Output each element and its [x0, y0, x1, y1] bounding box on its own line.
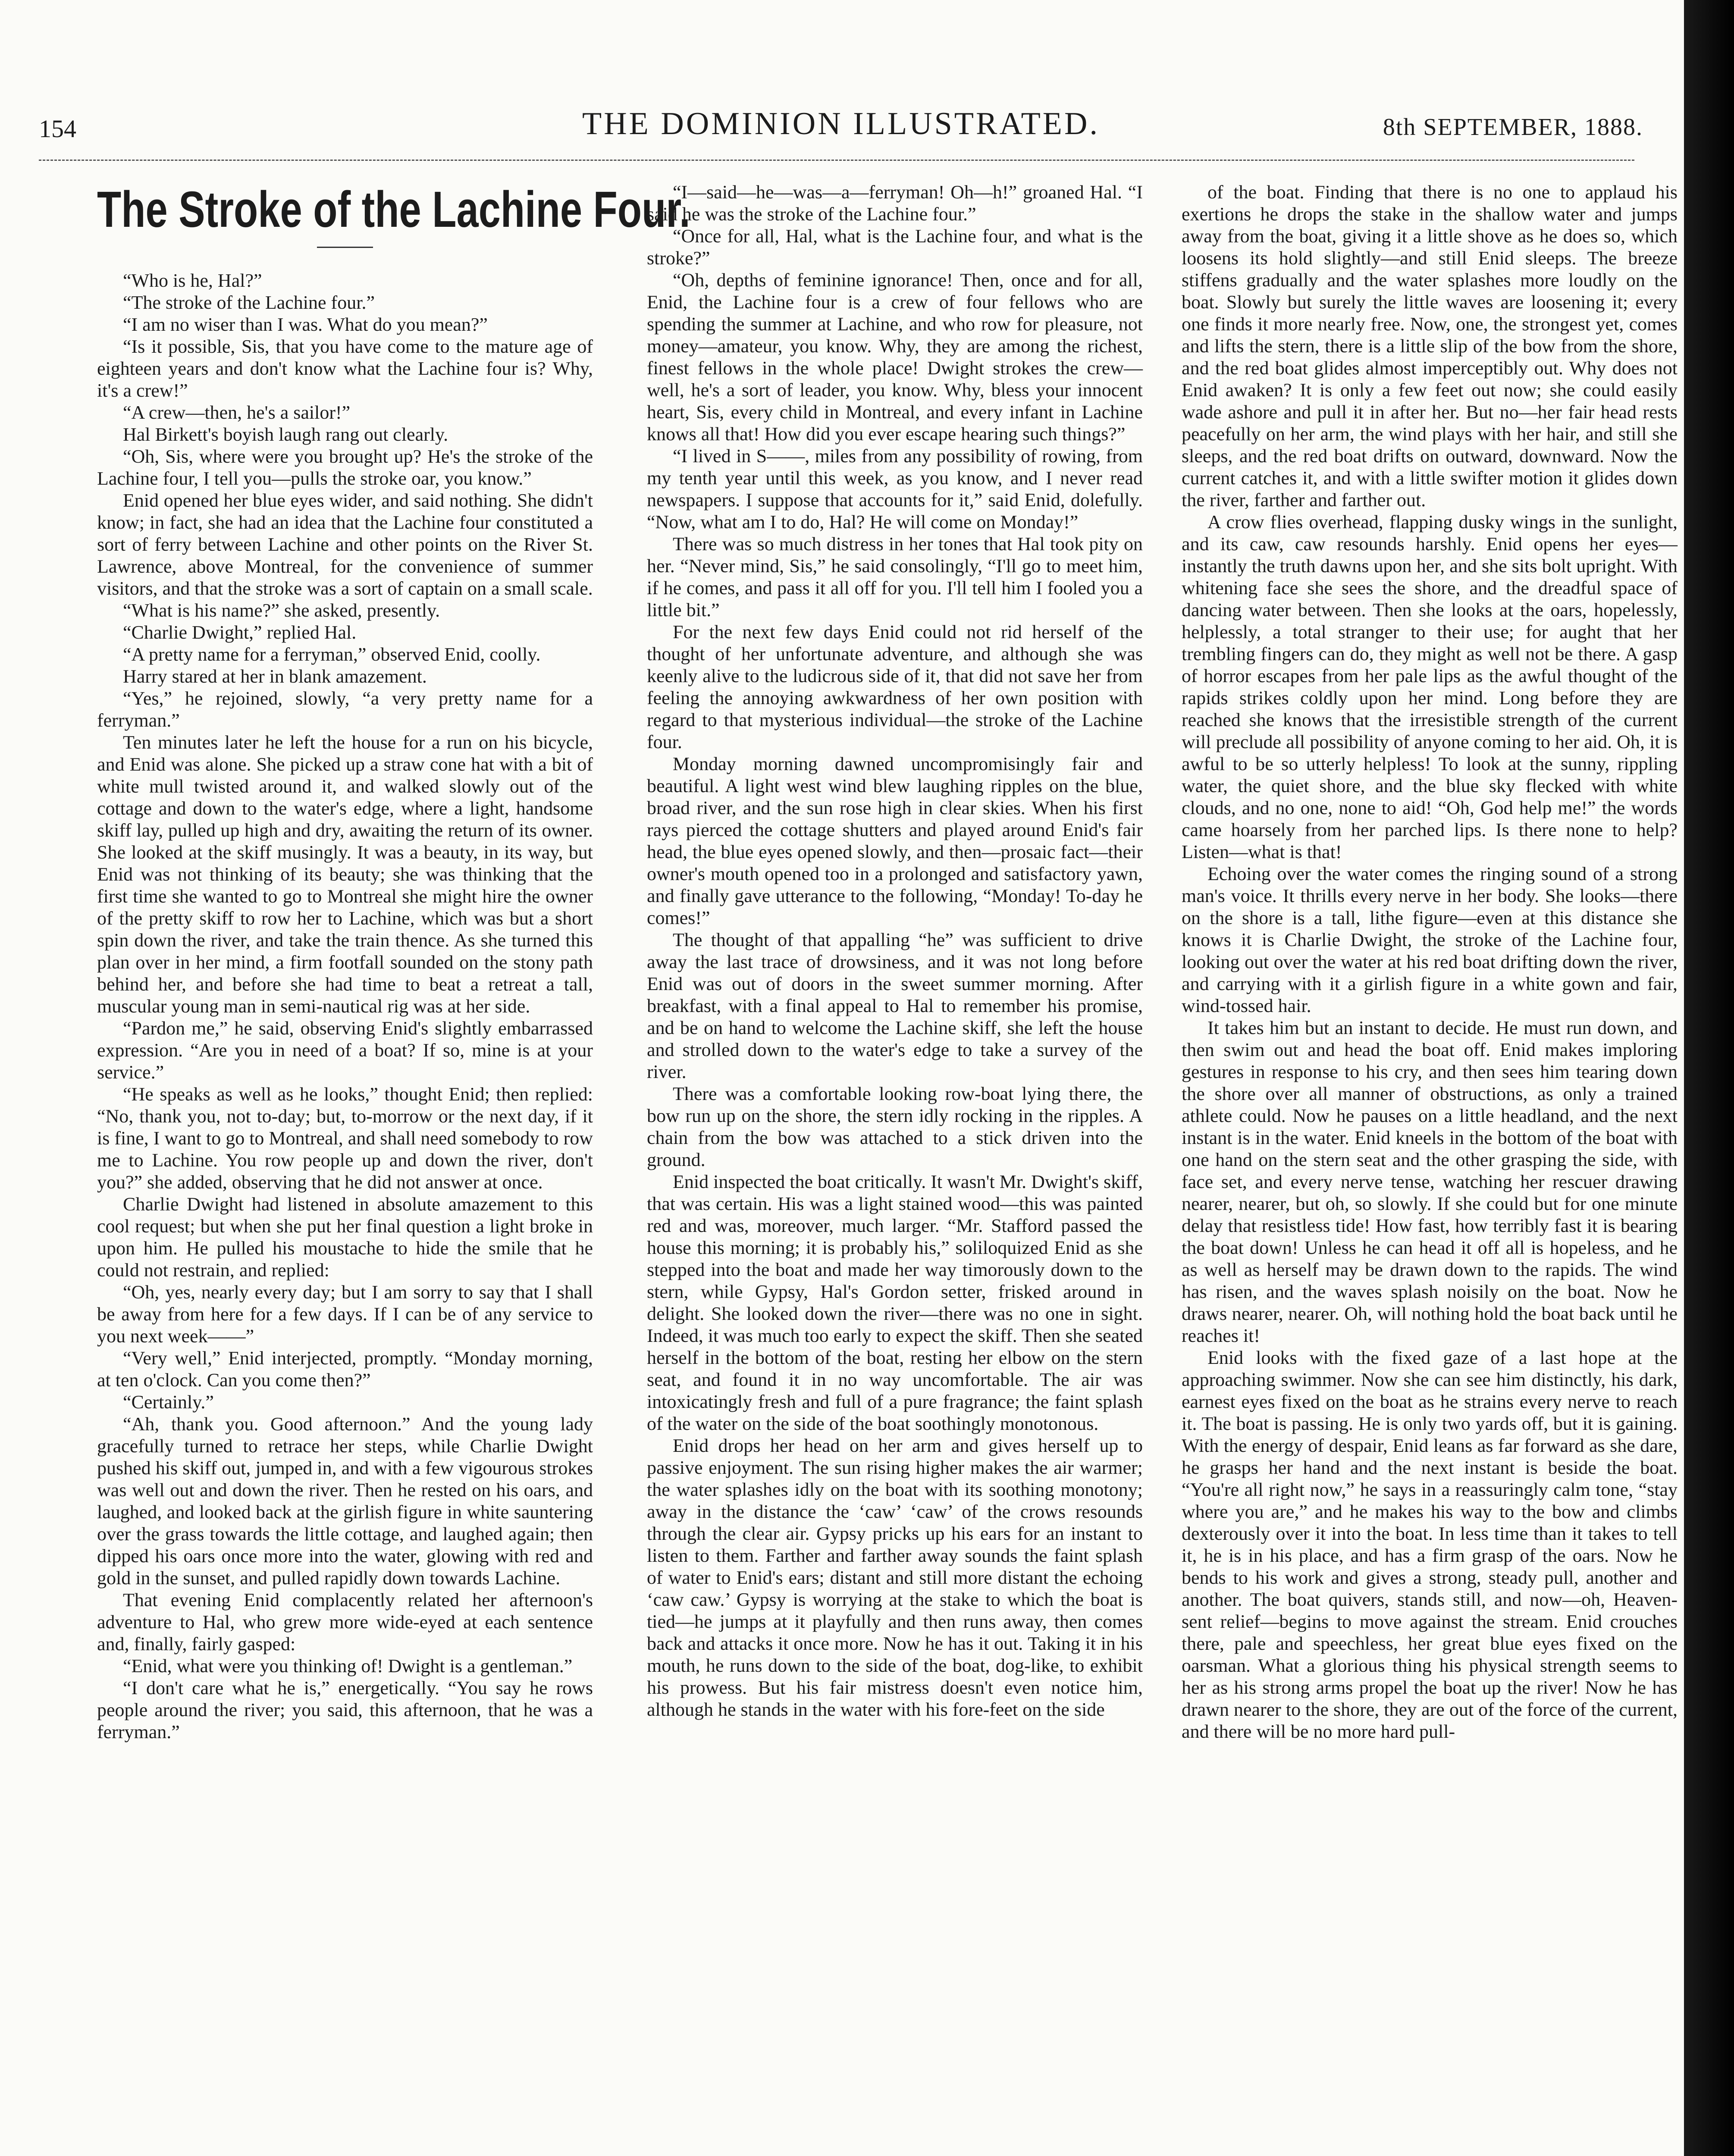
paragraph: “Pardon me,” he said, observing Enid's slightly embarrassed expression. “Are you in need of a boat? If so, mine is at your service.” [97, 1018, 593, 1083]
column-3-body [1182, 181, 1678, 1742]
paragraph: Enid opened her blue eyes wider, and said nothing. She didn't know; in fact, she had an idea that the Lachine four constituted a sort of ferry between Lachine and other points on the River St. Lawrence, above Montreal, for the convenience of summer visitors, and that the stroke was a sort of captain on a small scale. [97, 490, 593, 599]
paragraph: “Oh, yes, nearly every day; but I am sorry to say that I shall be away from here for a few days. If I can be of any service to you next week——” [97, 1282, 593, 1347]
paragraph: “He speaks as well as he looks,” thought Enid; then replied: “No, thank you, not to-day; but, to-morrow or the next day, if it is fine, I want to go to Montreal, and shall need somebody to row me to Lachine. You row people up and down the river, don't you?” she added, observing that he did not answer at once. [97, 1084, 593, 1193]
paragraph: “Charlie Dwight,” replied Hal. [123, 622, 357, 643]
paragraph: It takes him but an instant to decide. He must run down, and then swim out and head the boat off. Enid makes imploring gestures in response to his cry, and then sees him tearing down the shore over all manner of obstructions, as only a trained athlete could. Now he pauses on a little headland, and the next instant is in the water. Enid kneels in the bottom of the boat with one hand on the stern seat and the other grasping the side, with face set, and every nerve tense, watching her rescuer drawing nearer, nearer, but oh, so slowly. If she could but for one minute delay that resistless tide! How fast, how terribly fast it is bearing the boat down! Unless he can head it off all is hopeless, and he as well as herself may be drawn down to the rapids. The wind has risen, and the waves splash noisily on the boat. Now he draws nearer, nearer. Oh, will nothing hold the boat back until he reaches it! [1182, 1017, 1678, 1346]
paragraph: “I don't care what he is,” energetically. “You say he rows people around the river; you said, this afternoon, that he was a ferryman.” [97, 1677, 593, 1742]
paragraph: “Is it possible, Sis, that you have come to the mature age of eighteen years and don't know what the Lachine four is? Why, it's a crew!” [97, 336, 593, 401]
paragraph: For the next few days Enid could not rid herself of the thought of her unfortunate adventure, and although she was keenly alive to the ludicrous side of it, that did not save her from feeling the annoying awkwardness of her own position with regard to that mysterious individual—the stroke of the Lachine four. [647, 621, 1143, 752]
paragraph: Enid looks with the fixed gaze of a last hope at the approaching swimmer. Now she can see him distinctly, his dark, earnest eyes fixed on the boat as he strains every nerve to reach it. The boat is passing. He is only two yards off, but it is gaining. With the energy of despair, Enid leans as far forward as she dare, he grasps her hand and the next instant is beside the boat. “You're all right now,” he says in a reassuringly calm tone, “stay where you are,” and he makes his way to the bow and climbs dexterously over it into the boat. In less time than it takes to tell it, he is in his place, and has a firm grasp of the oars. Now he bends to his work and gives a strong, steady pull, another and another. The boat quivers, stands still, and now—oh, Heaven-sent relief—begins to move against the stream. Enid crouches there, pale and speechless, her great blue eyes fixed on the oarsman. What a glorious thing his physical strength seems to her as his strong arms propel the boat up the river! Now he has drawn nearer to the shore, they are out of the force of the current, and there will be no more hard pull- [1182, 1347, 1678, 1742]
column-1-body [97, 270, 593, 1743]
paragraph: “Once for all, Hal, what is the Lachine four, and what is the stroke?” [647, 226, 1143, 269]
paragraph: There was a comfortable looking row-boat lying there, the bow run up on the shore, the stern idly rocking in the ripples. A chain from the bow was attached to a stick driven into the ground. [647, 1083, 1143, 1170]
paragraph: “Very well,” Enid interjected, promptly. “Monday morning, at ten o'clock. Can you come then?” [97, 1348, 593, 1391]
paragraph: “Who is he, Hal?” [123, 270, 262, 291]
paragraph: Ten minutes later he left the house for a run on his bicycle, and Enid was alone. She picked up a straw cone hat with a bit of white mull twisted around it, and walked slowly out of the cottage and down to the water's edge, where a light, handsome skiff lay, pulled up high and dry, awaiting the return of its owner. She looked at the skiff musingly. It was a beauty, in its way, but Enid was not thinking of its beauty; she was thinking that the first time she wanted to go to Montreal she might hire the owner of the pretty skiff to row her to Lachine, which was but a short spin down the river, and take the train thence. As she turned this plan over in her mind, a firm footfall sounded on the stony path behind her, and before she had time to beat a retreat a tall, muscular young man in semi-nautical rig was at her side. [97, 732, 593, 1017]
masthead: THE DOMINION ILLUSTRATED. [582, 106, 1100, 141]
paragraph: Hal Birkett's boyish laugh rang out clearly. [123, 424, 448, 445]
page-number: 154 [39, 115, 76, 143]
paragraph: Echoing over the water comes the ringing sound of a strong man's voice. It thrills every nerve in her body. She looks—there on the shore is a tall, lithe figure—even at this distance she knows it is Charlie Dwight, the stroke of the Lachine four, looking out over the water at his red boat drifting down the river, and carrying with it a girlish figure in a white gown and fair, wind-tossed hair. [1182, 863, 1678, 1016]
header-rule [39, 160, 1634, 161]
paragraph: Harry stared at her in blank amazement. [123, 666, 427, 687]
paragraph: “Enid, what were you thinking of! Dwight is a gentleman.” [123, 1655, 573, 1677]
paragraph: “A crew—then, he's a sailor!” [123, 402, 351, 423]
paragraph: “What is his name?” she asked, presently. [123, 600, 440, 621]
article-column-2 [647, 181, 1143, 1720]
paragraph: “I am no wiser than I was. What do you mean?” [123, 314, 488, 335]
issue-date: 8th SEPTEMBER, 1888. [1383, 114, 1643, 141]
paragraph: “Oh, Sis, where were you brought up? He's the stroke of the Lachine four, I tell you—pulls the stroke oar, you know.” [97, 446, 593, 489]
article-column-1 [97, 181, 690, 1743]
paragraph: Monday morning dawned uncompromisingly fair and beautiful. A light west wind blew laughing ripples on the blue, broad river, and the sun rose high in clear skies. When his first rays pierced the cottage shutters and played around Enid's fair head, the blue eyes opened slowly, and then—prosaic fact—their owner's mouth opened too in a prolonged and satisfactory yawn, and finally gave utterance to the following, “Monday! To-day he comes!” [647, 753, 1143, 928]
paragraph: of the boat. Finding that there is no one to applaud his exertions he drops the stake in the shallow water and jumps away from the boat, giving it a little shove as he does so, which loosens its hold slightly—and still Enid sleeps. The breeze stiffens gradually and the water splashes more loudly on the boat. Slowly but surely the little waves are loosening it; every one finds it more nearly free. Now, one, the strongest yet, comes and lifts the stern, there is a little slip of the bow from the shore, and the red boat glides almost imperceptibly out. Why does not Enid awaken? It is only a few feet out now; she could easily wade ashore and pull it in after her. But no—her fair head rests peacefully on her arm, the wind plays with her hair, and still she sleeps, and the red boat drifts on outward, downward. Now the current catches it, and with a little swifter motion it glides down the river, farther and farther out. [1182, 182, 1678, 511]
paragraph: The thought of that appalling “he” was sufficient to drive away the last trace of drowsiness, and it was not long before Enid was out of doors in the sweet summer morning. After breakfast, with a final appeal to Hal to remember his promise, and be on hand to welcome the Lachine skiff, she left the house and strolled down to the water's edge to take a survey of the river. [647, 929, 1143, 1082]
paragraph: “Ah, thank you. Good afternoon.” And the young lady gracefully turned to retrace her steps, while Charlie Dwight pushed his skiff out, jumped in, and with a few vigourous strokes was well out and down the river. Then he rested on his oars, and laughed, and looked back at the girlish figure in white sauntering over the grass towards the little cottage, and laughed again; then dipped his oars once more into the water, glowing with red and gold in the sunset, and pulled rapidly down towards Lachine. [97, 1413, 593, 1589]
paragraph: Enid drops her head on her arm and gives herself up to passive enjoyment. The sun rising higher makes the air warmer; the water splashes idly on the boat with its soothing monotony; away in the distance the ‘caw’ ‘caw’ of the crows resounds through the clear air. Gypsy pricks up his ears for an instant to listen to them. Farther and farther away sounds the faint splash of water to Enid's ears; distant and still more distant the echoing ‘caw caw.’ Gypsy is worrying at the stake to which the boat is tied—he jumps at it playfully and then runs away, then comes back and attacks it once more. Now he has it out. Taking it in his mouth, he runs down to the side of the boat, dog-like, to exhibit his prowess. But his fair mistress doesn't even notice him, although he stands in the water with his fore-feet on the side [647, 1435, 1143, 1720]
page-header [39, 106, 1643, 157]
paragraph: “Yes,” he rejoined, slowly, “a very pretty name for a ferryman.” [97, 688, 593, 731]
paragraph: “I lived in S——, miles from any possibility of rowing, from my tenth year until this week, as you know, and I never read newspapers. I suppose that accounts for it,” said Enid, dolefully. “Now, what am I to do, Hal? He will come on Monday!” [647, 445, 1143, 533]
paragraph: “Certainly.” [123, 1391, 214, 1413]
paragraph: “The stroke of the Lachine four.” [123, 292, 375, 313]
paragraph: A crow flies overhead, flapping dusky wings in the sunlight, and its caw, caw resounds harshly. Enid opens her eyes—instantly the truth dawns upon her, and she sits bolt upright. With whitening face she sees the shore, and the dreadful space of dancing water between. Then she looks at the oars, hopelessly, helplessly, a total stranger to their use; for aught that her trembling fingers can do, they might as well not be there. A gasp of horror escapes from her pale lips as the awful thought of the rapids strikes coldly upon her mind. Long before they are reached she knows that the irresistible strength of the current will preclude all possibility of anyone coming to her aid. Oh, it is awful to be so utterly helpless! To look at the sunny, rippling water, the quiet shore, and the blue sky flecked with white clouds, and no one, none to aid! “Oh, God help me!” the words came hoarsely from her parched lips. Is there none to help? Listen—what is that! [1182, 511, 1678, 862]
paragraph: Charlie Dwight had listened in absolute amazement to this cool request; but when she put her final question a light broke in upon him. He pulled his moustache to hide the smile that he could not restrain, and replied: [97, 1194, 593, 1281]
paragraph: “Oh, depths of feminine ignorance! Then, once and for all, Enid, the Lachine four is a crew of four fellows who are spending the summer at Lachine, and who row for pleasure, not money—amateur, you know. Why, they are among the richest, finest fellows in the whole place! Dwight strokes the crew—well, he's a sort of leader, you know. Why, bless your innocent heart, Sis, every child in Montreal, and every infant in Lachine knows all that! How did you ever escape hearing such things?” [647, 270, 1143, 445]
page-edge-shadow [1684, 0, 1734, 2156]
article-column-3 [1182, 181, 1678, 1742]
paragraph: Enid inspected the boat critically. It wasn't Mr. Dwight's skiff, that was certain. His was a light stained wood—this was painted red and was, moreover, much larger. “Mr. Stafford passed the house this morning; it is probably his,” soliloquized Enid as she stepped into the boat and made her way timorously down to the stern, while Gypsy, Hal's Gordon setter, frisked around in delight. She looked down the river—there was no one in sight. Indeed, it was much too early to expect the skiff. Then she seated herself in the bottom of the boat, resting her elbow on the stern seat, and found it in no way uncomfortable. The air was intoxicatingly fresh and full of a pure fragrance; the faint splash of the water on the side of the boat soothingly monotonous. [647, 1171, 1143, 1434]
paragraph: “A pretty name for a ferryman,” observed Enid, coolly. [123, 644, 541, 665]
title-rule [317, 247, 373, 248]
column-2-body [647, 181, 1143, 1720]
paragraph: “I—said—he—was—a—ferryman! Oh—h!” groaned Hal. “I said he was the stroke of the Lachine four.” [647, 182, 1143, 225]
paragraph: There was so much distress in her tones that Hal took pity on her. “Never mind, Sis,” he said consolingly, “I'll go to meet him, if he comes, and pass it all off for you. I'll tell him I fooled you a little bit.” [647, 533, 1143, 620]
article-title: The Stroke of the Lachine Four. [97, 181, 690, 238]
paragraph: That evening Enid complacently related her afternoon's adventure to Hal, who grew more wide-eyed at each sentence and, finally, fairly gasped: [97, 1589, 593, 1655]
